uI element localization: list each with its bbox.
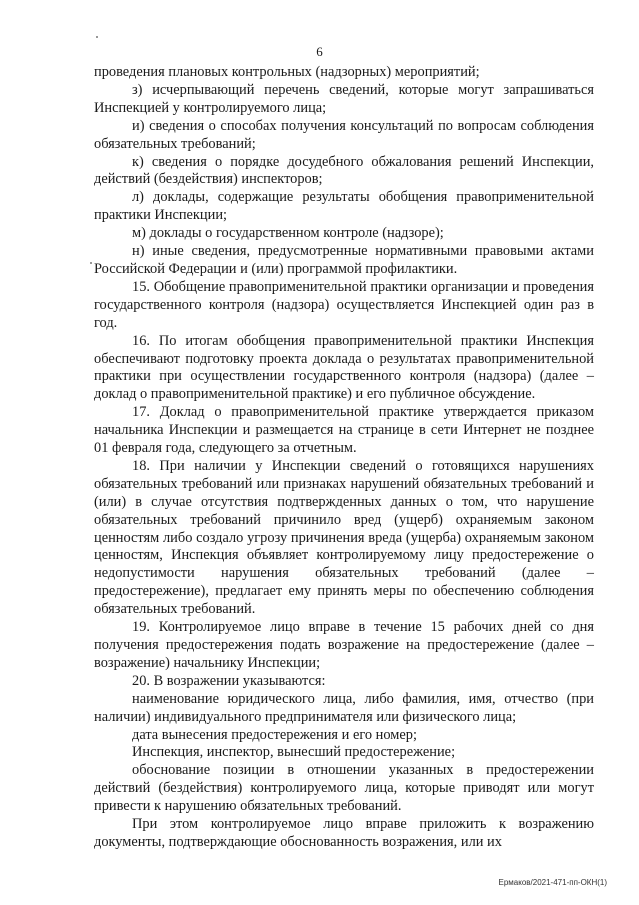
paragraph: 18. При наличии у Инспекции сведений о готовящихся нарушениях обязательных требований или признаках нарушений обязательных требований и (или) в случае отсутствия подтвержденных данных о том, что нарушение обязательных требований причинило вред (ущерб) охраняемым законом ценностям либо создало угрозу причинения вреда (ущерба) охраняемым законом ценностям, Инспекция объявляет контролируемому лицу предостережение о недопустимости нарушения обязательных требований (далее – предостережение), предлагает ему принять меры по обеспечению соблюдения обязательных требований. (94, 457, 594, 618)
page-number: 6 (316, 44, 323, 59)
paragraph: Инспекция, инспектор, вынесший предостережение; (132, 744, 456, 761)
document-footer-code: Ермаков/2021-471-пп-ОКН(1) (498, 878, 607, 887)
paragraph: При этом контролируемое лицо вправе приложить к возражению документы, подтверждающие обоснованность возражения, или их (94, 816, 594, 850)
paragraph: м) доклады о государственном контроле (надзоре); (132, 225, 444, 242)
paragraph: л) доклады, содержащие результаты обобщения правоприменительной практики Инспекции; (94, 189, 594, 224)
scan-speck (96, 36, 98, 38)
paragraph: 17. Доклад о правоприменительной практике утверждается приказом начальника Инспекции и размещается на странице в сети Интернет не позднее 01 февраля года, следующего за отчетным. (94, 404, 594, 457)
paragraph: 20. В возражении указываются: (132, 672, 326, 689)
paragraph: 15. Обобщение правоприменительной практики организации и проведения государственного контроля (надзора) осуществляется Инспекцией один раз в год. (94, 278, 594, 331)
paragraph: проведения плановых контрольных (надзорных) мероприятий; (94, 64, 480, 80)
scan-speck (90, 262, 92, 264)
paragraph: 19. Контролируемое лицо вправе в течение 15 рабочих дней со дня получения предостережения подать возражение на предостережение (далее – возражение) начальнику Инспекции; (94, 619, 594, 671)
paragraph: и) сведения о способах получения консультаций по вопросам соблюдения обязательных требований; (94, 117, 594, 152)
document-body (94, 64, 594, 852)
paragraph: з) исчерпывающий перечень сведений, которые могут запрашиваться Инспекцией у контролируемого лица; (94, 81, 594, 116)
paragraph: наименование юридического лица, либо фамилия, имя, отчество (при наличии) индивидуального предпринимателя или физического лица; (94, 690, 594, 725)
paragraph: 16. По итогам обобщения правоприменительной практики Инспекция обеспечивают подготовку проекта доклада о результатах правоприменительной практики при осуществлении государственного контроля (надзора) (далее – доклад о правоприменительной практике) и его публичное обсуждение. (94, 332, 594, 403)
paragraph: к) сведения о порядке досудебного обжалования решений Инспекции, действий (бездействия) инспекторов; (94, 153, 594, 188)
paragraph: обоснование позиции в отношении указанных в предостережении действий (бездействия) контролируемого лица, которые приводят или могут привести к нарушению обязательных требований. (94, 762, 594, 815)
paragraph: дата вынесения предостережения и его номер; (132, 726, 417, 743)
paragraph: н) иные сведения, предусмотренные нормативными правовыми актами Российской Федерации и (или) программой профилактики. (94, 243, 594, 277)
